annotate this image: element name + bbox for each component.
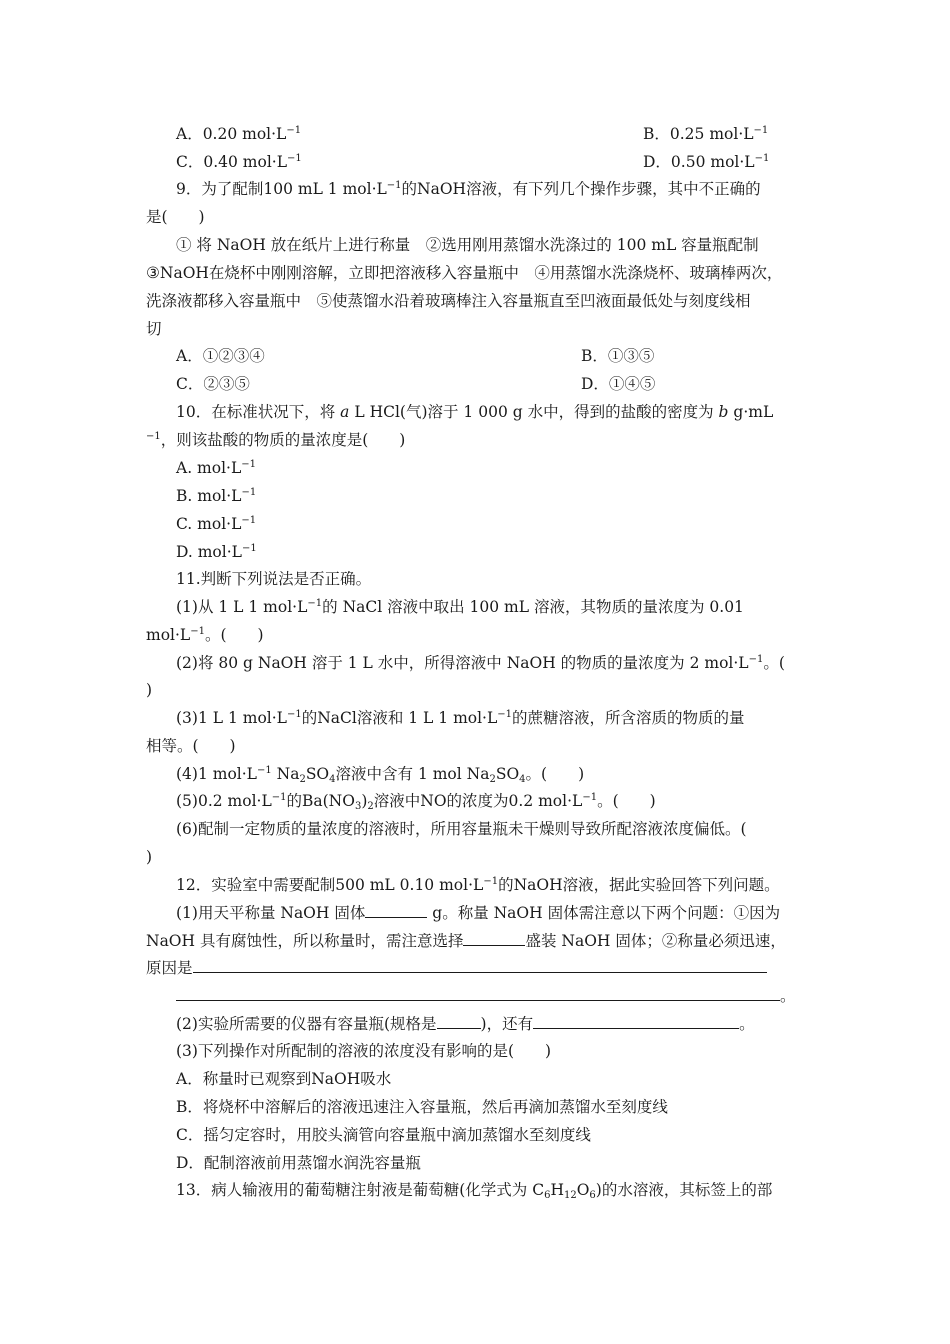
q9-body-line3: 洗涤液都移入容量瓶中 ⑤使蒸馏水沿着玻璃棒注入容量瓶直至凹液面最低处与刻度线相 bbox=[146, 292, 751, 310]
q9-options-row1 bbox=[176, 346, 806, 366]
q8-option-c: C．0.40 $mol\cdot L^{-1}$ bbox=[176, 153, 302, 171]
q8-options-row2 bbox=[176, 152, 806, 175]
q12-p3: (3)下列操作对所配制的溶液的浓度没有影响的是( ) bbox=[176, 1042, 552, 1060]
q8-option-d: D．0.50 $mol\cdot L^{-1}$ bbox=[643, 153, 770, 171]
q10-stem-cont: $^{-1}$，则该盐酸的物质的量浓度是( ) bbox=[146, 431, 406, 449]
q9-stem: 9．为了配制100 mL 1 $mol\cdot L^{-1}$的NaOH溶液，有下列几个操作步骤，其中不正确的 bbox=[176, 180, 761, 198]
q12-p1-line2: NaOH 具有腐蚀性，所以称量时，需注意选择 盛装 NaOH 固体；②称量必须迅速， bbox=[146, 932, 786, 950]
q11-s6-line2: ) bbox=[146, 848, 153, 866]
q11-s6-line1: (6)配制一定物质的量浓度的溶液时，所用容量瓶未干燥则导致所配溶液浓度偏低。( bbox=[176, 820, 747, 838]
q13-stem: 13．病人输液用的葡萄糖注射液是葡萄糖(化学式为 C6H12O6)的水溶液，其标签上的部 bbox=[176, 1181, 773, 1201]
q10-stem: 10．在标准状况下，将 a L HCl(气)溶于 1 000 g 水中，得到的盐酸的密度为 b g·mL bbox=[176, 403, 774, 421]
q12-option-b: B．将烧杯中溶解后的溶液迅速注入容量瓶，然后再滴加蒸馏水至刻度线 bbox=[176, 1098, 668, 1116]
q10-option-d: D. $mol\cdot L^{-1}$ bbox=[176, 543, 257, 561]
q12-p2: (2)实验所需要的仪器有容量瓶(规格是 )，还有 。 bbox=[176, 1015, 755, 1033]
q11-s1-line2: $mol\cdot L^{-1}$。( ) bbox=[146, 626, 264, 644]
q12-blank-flask-size[interactable] bbox=[437, 1014, 481, 1029]
q9-option-a: A．①②③④ bbox=[176, 347, 265, 365]
q10-option-b: B. $mol\cdot L^{-1}$ bbox=[176, 487, 257, 505]
q11-s3-line1: (3)1 L 1 $mol\cdot L^{-1}$的NaCl溶液和 1 L 1 $mol\cdot L^{-1}$的蔗糖溶液，所含溶质的物质的量 bbox=[176, 709, 745, 727]
q12-option-c: C．摇匀定容时，用胶头滴管向容量瓶中滴加蒸馏水至刻度线 bbox=[176, 1126, 591, 1144]
q9-options-row2 bbox=[176, 374, 806, 394]
q12-option-a: A．称量时已观察到NaOH吸水 bbox=[176, 1070, 392, 1088]
q9-stem-cont: 是( ) bbox=[146, 208, 205, 226]
q9-body-line1: ① 将 NaOH 放在纸片上进行称量 ②选用刚用蒸馏水洗涤过的 100 mL 容量瓶配制 bbox=[176, 236, 759, 254]
q12-p1-line4: 。 bbox=[176, 986, 806, 1006]
q12-stem: 12．实验室中需要配制500 mL 0.10 $mol\cdot L^{-1}$的NaOH溶液，据此实验回答下列问题。 bbox=[176, 876, 780, 894]
q9-option-c: C．②③⑤ bbox=[176, 375, 250, 393]
q11-s4: (4)1 $mol\cdot L^{-1}$ Na2SO4溶液中含有 1 mol Na2SO4。( ) bbox=[176, 765, 585, 785]
q12-blank-container[interactable] bbox=[463, 931, 525, 946]
q11-s5: (5)0.2 $mol\cdot L^{-1}$的Ba(NO3)2溶液中NO的浓度为0.2 $mol\cdot L^{-1}$。( ) bbox=[176, 792, 656, 812]
q12-p1-line3: 原因是 bbox=[146, 958, 806, 978]
q11-s2-line1: (2)将 80 g NaOH 溶于 1 L 水中，所得溶液中 NaOH 的物质的量浓度为 2 $mol\cdot L^{-1}$。( bbox=[176, 654, 785, 672]
q9-body-line4: 切 bbox=[146, 320, 162, 338]
q12-blank-reason-2[interactable] bbox=[176, 986, 780, 1001]
q9-option-b: B．①③⑤ bbox=[581, 347, 655, 365]
q9-body-line2: ③NaOH在烧杯中刚刚溶解，立即把溶液移入容量瓶中 ④用蒸馏水洗涤烧杯、玻璃棒两次， bbox=[146, 264, 783, 282]
q12-blank-reason-1[interactable] bbox=[193, 958, 767, 973]
q10-option-c: C. $mol\cdot L^{-1}$ bbox=[176, 515, 257, 533]
q11-s2-line2: ) bbox=[146, 681, 153, 699]
q11-stem: 11.判断下列说法是否正确。 bbox=[176, 570, 372, 588]
q12-option-d: D．配制溶液前用蒸馏水润洗容量瓶 bbox=[176, 1154, 421, 1172]
q12-blank-mass[interactable] bbox=[365, 903, 427, 918]
q12-blank-instruments[interactable] bbox=[533, 1014, 739, 1029]
q8-option-b: B．0.25 $mol\cdot L^{-1}$ bbox=[643, 125, 769, 143]
q8-options-row1 bbox=[176, 124, 806, 147]
q9-option-d: D．①④⑤ bbox=[581, 375, 656, 393]
q12-p1-line1: (1)用天平称量 NaOH 固体 g。称量 NaOH 固体需注意以下两个问题：①因为 bbox=[176, 904, 781, 922]
q11-s1-line1: (1)从 1 L 1 $mol\cdot L^{-1}$的 NaCl 溶液中取出 100 mL 溶液，其物质的量浓度为 0.01 bbox=[176, 598, 744, 616]
q10-option-a: A. $mol\cdot L^{-1}$ bbox=[176, 459, 257, 477]
q8-option-a: A．0.20 $mol\cdot L^{-1}$ bbox=[176, 125, 302, 143]
q11-s3-line2: 相等。( ) bbox=[146, 737, 236, 755]
